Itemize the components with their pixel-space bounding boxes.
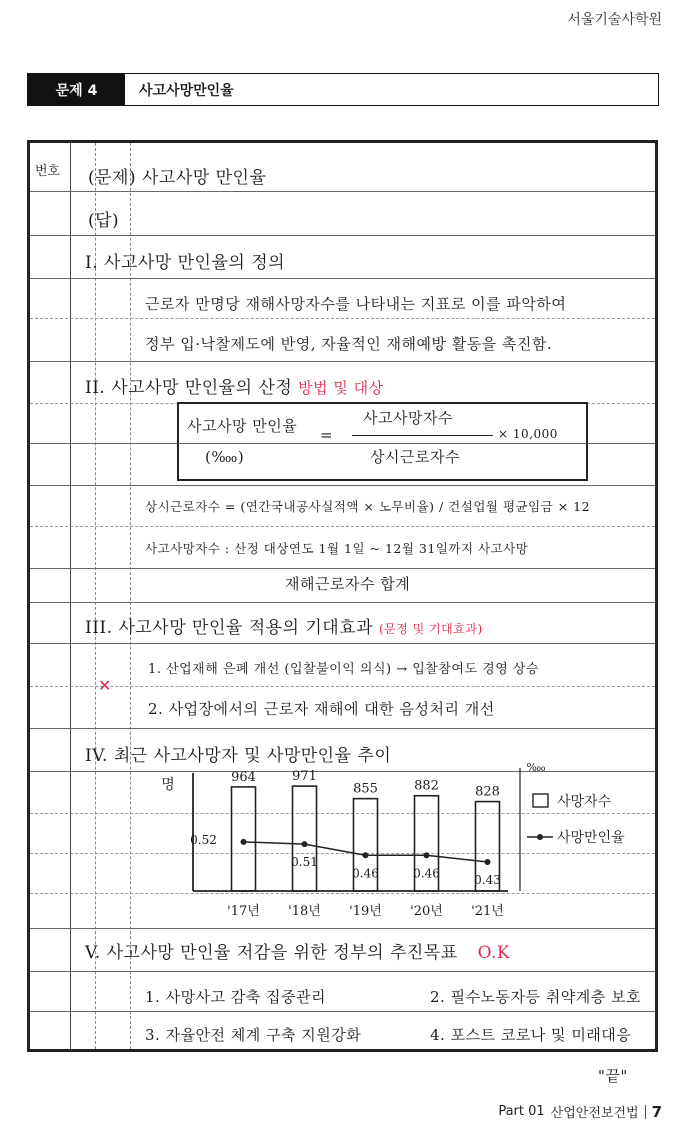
formula-multiplier: × 10,000 — [498, 427, 558, 441]
fatalities-definition-cont: 재해근로자수 합계 — [285, 575, 411, 593]
footer-part: Part 01 — [498, 1104, 545, 1119]
page-footer — [498, 1102, 662, 1121]
formula-denominator: 상시근로자수 — [370, 448, 460, 466]
fatalities-definition: 사고사망자수 : 산정 대상연도 1월 1일 ~ 12월 31일까지 사고사망 — [145, 541, 529, 556]
bar-value-label: 882 — [414, 778, 439, 794]
section-heading-5 — [85, 938, 510, 963]
fatality-trend-chart — [30, 143, 658, 1052]
publisher-name: 서울기술사학원 — [567, 12, 662, 28]
ruled-line-dotted — [30, 1050, 655, 1051]
line-point — [363, 852, 369, 858]
margin-mark: ✕ — [98, 676, 112, 695]
workers-definition: 상시근로자수 = (연간국내공사실적액 × 노무비율) / 건설업월 평균임금 × 12 — [145, 499, 591, 514]
line-value-label: 0.43 — [474, 872, 501, 887]
definition-line-2: 정부 입·낙찰제도에 반영, 자율적인 재해예방 활동을 촉진함. — [145, 335, 553, 353]
line-fatality-rate — [244, 842, 488, 862]
section-heading-1: I. 사고사망 만인율의 정의 — [85, 253, 286, 273]
bar-value-label: 828 — [475, 784, 500, 800]
formula-unit: (‱) — [205, 448, 245, 466]
legend-line-label: 사망만인율 — [557, 830, 625, 846]
end-mark: "끝" — [598, 1067, 628, 1085]
equals-sign: = — [320, 426, 334, 444]
section-heading-3-text: III. 사고사망 만인율 적용의 기대효과 — [85, 618, 374, 638]
question-number: 문제 4 — [28, 74, 125, 105]
answer-sheet — [27, 140, 658, 1052]
red-correction-effect: (문정 및 기대효과) — [378, 622, 483, 636]
formula-numerator: 사고사망자수 — [363, 409, 453, 427]
formula-lhs: 사고사망 만인율 — [187, 417, 298, 435]
bar-value-label: 964 — [231, 769, 256, 785]
answer-label: (답) — [88, 211, 120, 231]
x-tick-label: '17년 — [227, 904, 260, 919]
footer-subject: 산업안전보건법 — [550, 1106, 639, 1121]
right-axis-label: ‱ — [526, 761, 546, 774]
line-point — [485, 859, 491, 865]
question-bar — [27, 73, 659, 106]
bar-fatalities — [293, 786, 317, 891]
definition-line-1: 근로자 만명당 재해사망자수를 나타내는 지표로 이를 파악하여 — [145, 295, 567, 313]
effect-item-1: 1. 산업재해 은폐 개선 (입찰불이익 의식) → 입찰참여도 경영 상승 — [148, 662, 540, 677]
red-ok-mark: O.K — [477, 943, 511, 963]
section-heading-4: IV. 최근 사고사망자 및 사망만인율 추이 — [85, 746, 392, 766]
section-heading-5-text: V. 사고사망 만인율 저감을 위한 정부의 추진목표 — [85, 943, 458, 963]
legend-bar-label: 사망자수 — [557, 794, 612, 810]
line-value-label: 0.46 — [352, 866, 379, 881]
line-point — [241, 839, 247, 845]
goal-item-1: 1. 사망사고 감축 집중관리 — [145, 988, 327, 1006]
goal-item-2: 2. 필수노동자등 취약계층 보호 — [430, 988, 641, 1006]
bar-value-label: 971 — [292, 769, 317, 785]
line-value-label: 0.52 — [190, 832, 217, 847]
footer-divider — [645, 1105, 646, 1119]
section-heading-2-text: II. 사고사망 만인율의 산정 — [85, 378, 293, 398]
x-tick-label: '18년 — [288, 904, 321, 919]
line-value-label: 0.46 — [413, 866, 440, 881]
line-point — [302, 841, 308, 847]
goal-item-4: 4. 포스트 코로나 및 미래대응 — [430, 1026, 632, 1044]
x-tick-label: '21년 — [471, 904, 504, 919]
question-line: (문제) 사고사망 만인율 — [88, 168, 267, 188]
line-point — [424, 852, 430, 858]
effect-item-2: 2. 사업장에서의 근로자 재해에 대한 음성처리 개선 — [148, 700, 495, 718]
number-column-label: 번호 — [35, 164, 61, 179]
x-tick-label: '19년 — [349, 904, 382, 919]
red-correction-method: 방법 및 대상 — [298, 379, 384, 397]
y-axis-label: 명 — [161, 777, 175, 793]
legend-line-point — [537, 834, 543, 840]
line-value-label: 0.51 — [291, 855, 318, 870]
bar-value-label: 855 — [353, 781, 378, 797]
x-tick-label: '20년 — [410, 904, 443, 919]
goal-item-3: 3. 자율안전 체계 구축 지원강화 — [145, 1026, 362, 1044]
question-title: 사고사망만인율 — [139, 82, 234, 99]
page-number: 7 — [651, 1102, 662, 1121]
legend-bar-swatch — [533, 794, 548, 807]
